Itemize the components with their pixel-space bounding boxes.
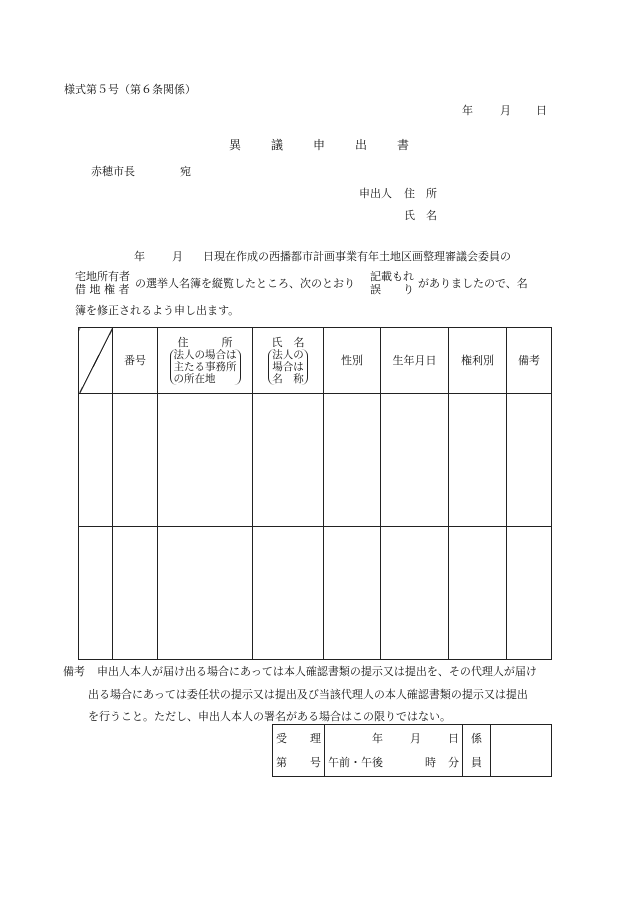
bracket-line: 名 称 [272, 373, 304, 385]
title-char: 申 [312, 138, 325, 152]
body-line1: 日現在作成の西播都市計画事業有年土地区画整理審議会委員の [203, 250, 511, 263]
reception-minute: 分 [448, 756, 459, 769]
table-cell [507, 527, 552, 660]
form-number: 様式第５号（第６条関係） [64, 83, 196, 96]
header-birth: 生年月日 [381, 328, 449, 394]
body-year: 年 [134, 250, 145, 263]
table-cell [507, 394, 552, 527]
table-cell [79, 527, 113, 660]
table-cell [324, 394, 381, 527]
header-name-bracket [268, 349, 308, 385]
body-line2-end: がありましたので、名 [418, 277, 528, 290]
note-line2: 出る場合にあっては委任状の提示又は提出及び当該代理人の本人確認書類の提示又は提出 [88, 688, 528, 701]
title-char: 議 [270, 138, 283, 152]
note-line3: を行うこと。ただし、申出人本人の署名がある場合はこの限りではない。 [88, 710, 451, 723]
stack-leaseholder: 借 地 権 者 [75, 283, 130, 296]
reception-staff-cell [463, 725, 491, 777]
addressee-suffix: 宛 [180, 165, 191, 178]
header-address-bracket [170, 349, 241, 385]
table-cell [113, 394, 158, 527]
header-remarks: 備考 [507, 328, 552, 394]
reception-date-year: 年 [372, 732, 383, 745]
table-cell [381, 394, 449, 527]
reception-label-top [276, 732, 321, 745]
table-cell [79, 394, 113, 527]
applicant-name-label: 氏 名 [404, 209, 437, 222]
table-cell [449, 527, 507, 660]
addressee-mayor: 赤穂市長 [91, 165, 135, 178]
reception-char: 受 [276, 732, 287, 745]
document-title [229, 138, 409, 153]
table-row [79, 394, 552, 527]
header-right-type: 権利別 [449, 328, 507, 394]
header-address [158, 328, 253, 394]
reception-staff-char: 係 [471, 732, 482, 745]
stack-error-type [370, 270, 414, 296]
table-cell [158, 527, 253, 660]
reception-char: 理 [310, 732, 321, 745]
stack-omission: 記載もれ [370, 270, 414, 283]
header-sex: 性別 [324, 328, 381, 394]
header-name [253, 328, 324, 394]
reception-label-cell [273, 725, 325, 777]
reception-ampm: 午前・午後 [328, 756, 383, 769]
reception-char: 号 [310, 756, 321, 769]
stack-land-rights [75, 270, 130, 296]
objection-table [78, 327, 552, 660]
reception-staff-char: 員 [471, 756, 482, 769]
reception-table [272, 724, 552, 777]
reception-date-month: 月 [410, 732, 421, 745]
stack-mistake: 誤 り [370, 283, 414, 296]
title-char: 出 [354, 138, 367, 152]
reception-date-day: 日 [448, 732, 459, 745]
table-cell [381, 527, 449, 660]
table-cell [449, 394, 507, 527]
bracket-line: 主たる事務所 [173, 361, 237, 373]
date-day-label: 日 [536, 104, 547, 117]
reception-label-bottom [276, 756, 321, 769]
reception-time [328, 756, 459, 769]
reception-stamp-cell [491, 725, 552, 777]
title-char: 書 [396, 138, 409, 152]
table-cell [113, 527, 158, 660]
bracket-line: の所在地 [173, 373, 216, 385]
date-year-label: 年 [462, 104, 473, 117]
bracket-line: 法人の [272, 349, 304, 361]
header-address-label: 住 所 [177, 336, 233, 349]
stack-land-owner: 宅地所有者 [75, 270, 130, 283]
table-header-row [79, 328, 552, 394]
table-cell [253, 527, 324, 660]
header-number: 番号 [113, 328, 158, 394]
table-cell [158, 394, 253, 527]
bracket-line: 法人の場合は [173, 349, 237, 361]
table-row [79, 527, 552, 660]
note-label: 備考 [63, 665, 85, 678]
header-name-label: 氏 名 [271, 336, 305, 349]
reception-hour: 時 [425, 756, 436, 769]
reception-char: 第 [276, 756, 287, 769]
body-line3: 簿を修正されるよう申し出ます。 [75, 304, 240, 317]
body-line2-mid: の選挙人名簿を縦覧したところ、次のとおり [135, 277, 355, 290]
bracket-line: 場合は [272, 361, 304, 373]
reception-datetime-cell [325, 725, 463, 777]
diagonal-cell [79, 328, 113, 394]
body-month: 月 [172, 250, 183, 263]
note-line1: 申出人本人が届け出る場合にあっては本人確認書類の提示又は提出を、その代理人が届け [97, 665, 537, 678]
applicant-address-label: 住 所 [404, 187, 437, 200]
table-cell [253, 394, 324, 527]
reception-date [328, 732, 459, 745]
table-cell [324, 527, 381, 660]
title-char: 異 [229, 138, 242, 152]
date-month-label: 月 [500, 104, 511, 117]
applicant-label: 申出人 [359, 187, 392, 200]
